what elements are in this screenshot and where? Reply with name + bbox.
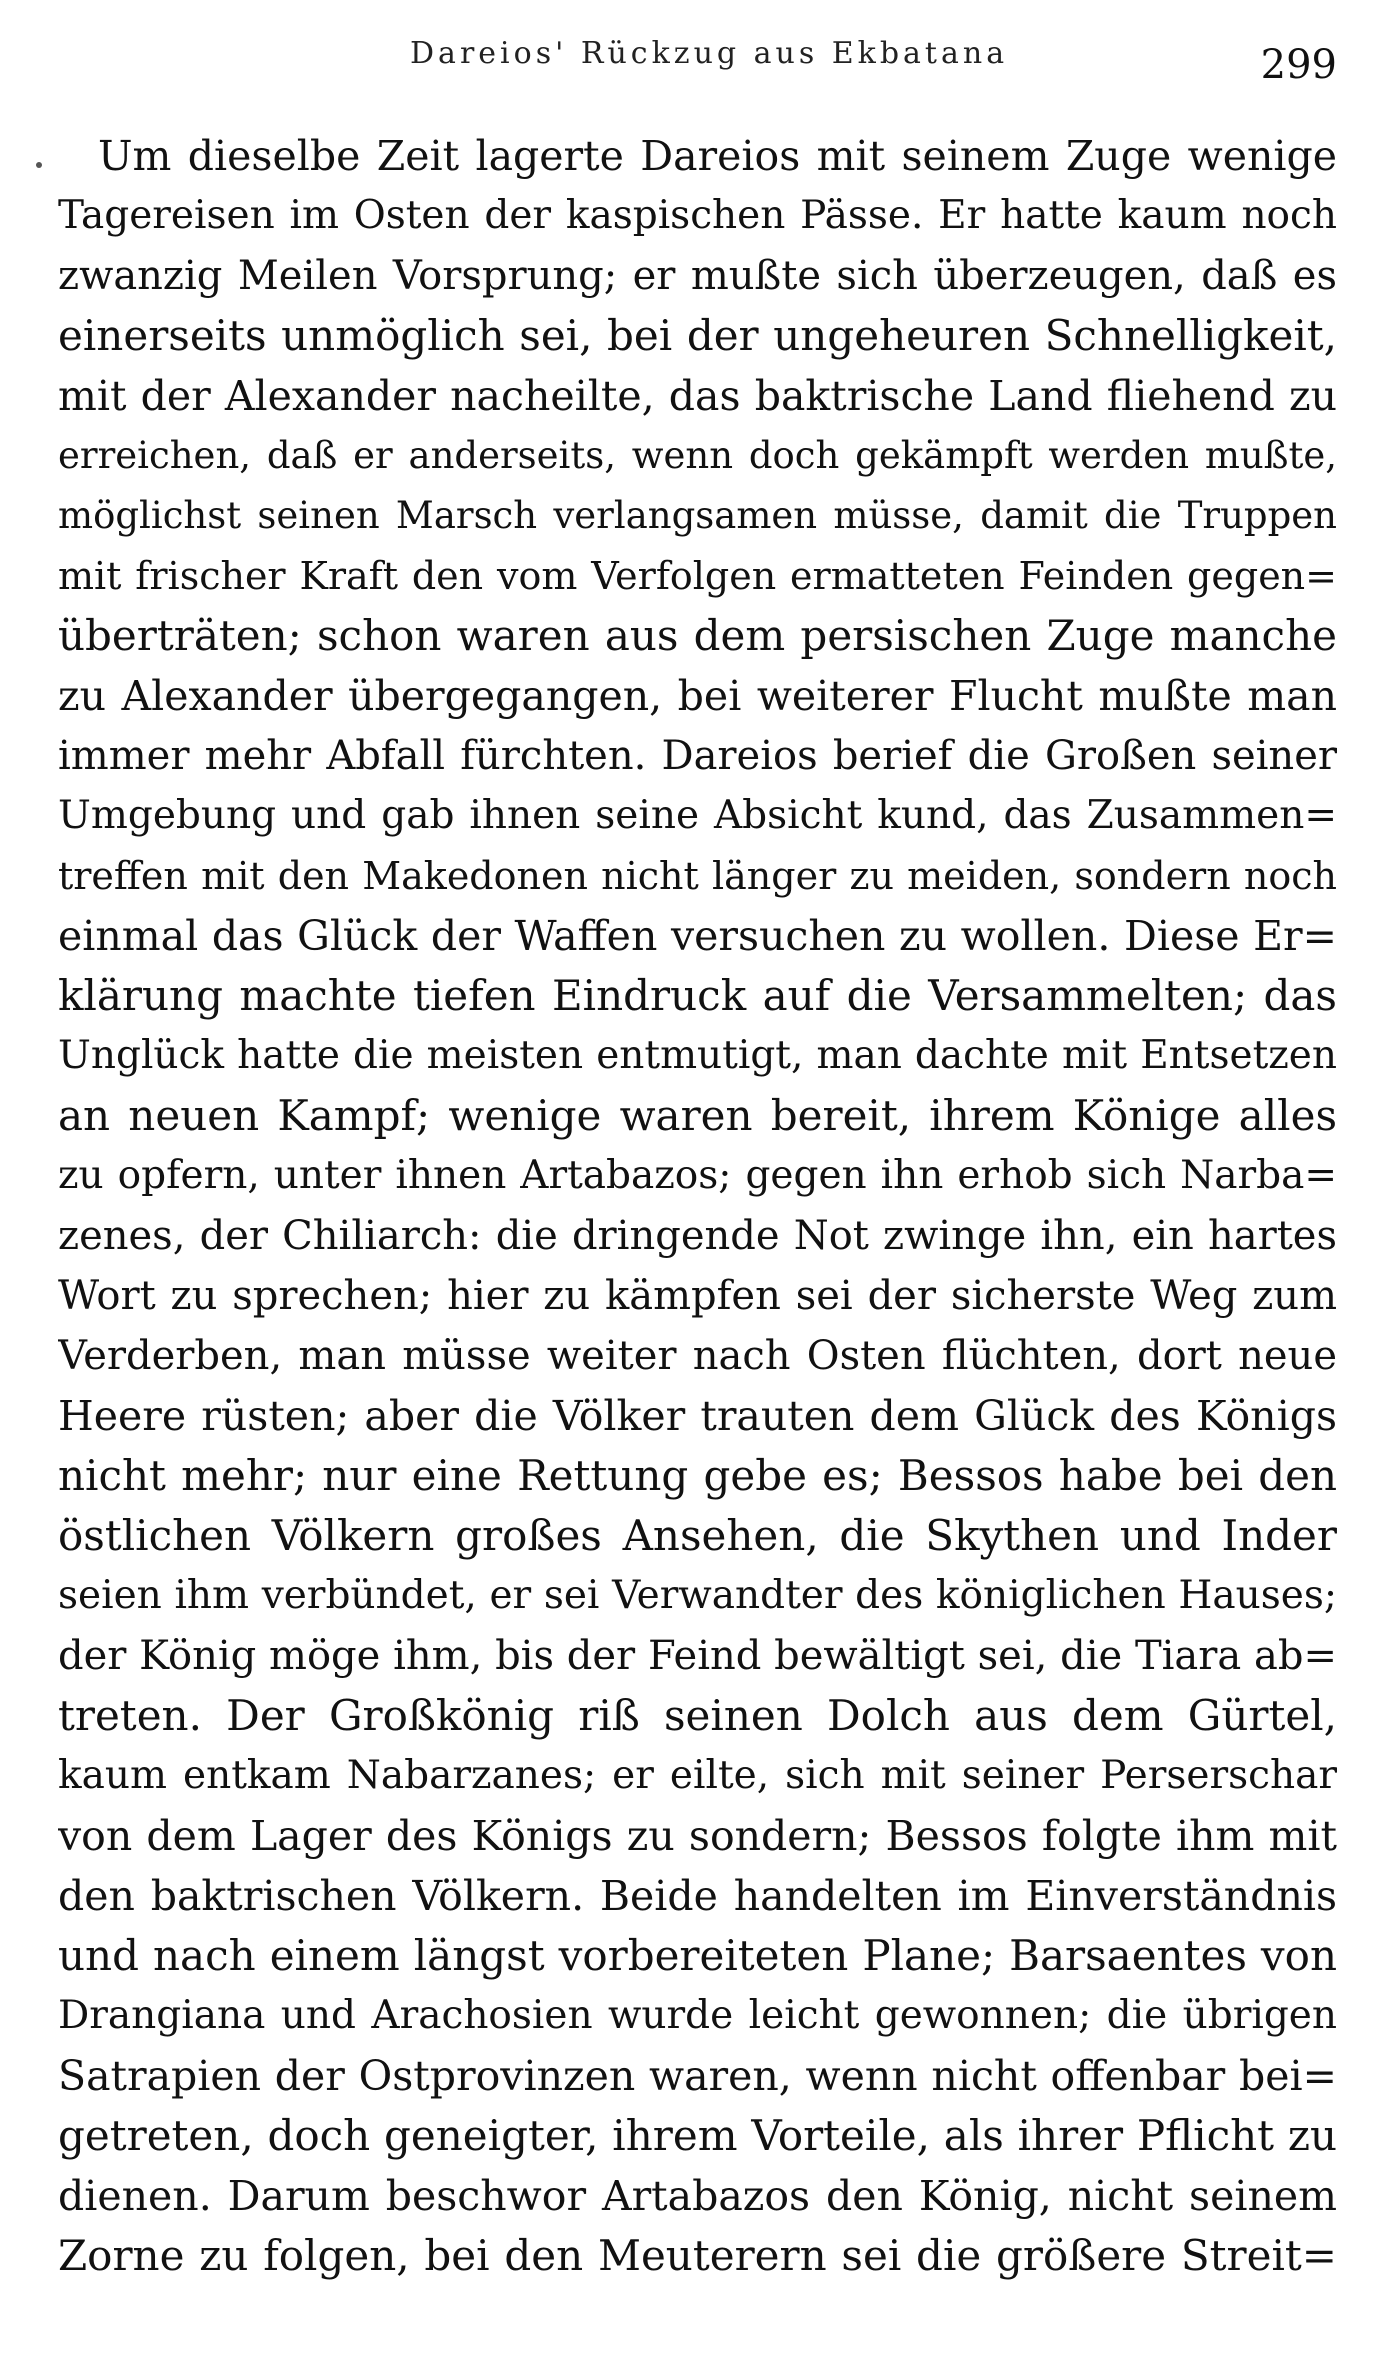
text-line: klärung machte tiefen Eindruck auf die Versammelten; das bbox=[58, 971, 1337, 1020]
page-number: 299 bbox=[1260, 42, 1337, 88]
text-line: Heere rüsten; aber die Völker trauten dem Glück des Königs bbox=[58, 1392, 1337, 1440]
text-line: getreten, doch geneigter, ihrem Vorteile, als ihrer Pflicht zu bbox=[58, 2111, 1337, 2160]
text-line: zenes, der Chiliarch: die dringende Not zwinge ihn, ein hartes bbox=[58, 1213, 1337, 1259]
text-line: einerseits unmöglich sei, bei der ungeheuren Schnelligkeit, bbox=[58, 311, 1337, 360]
text-line: mit frischer Kraft den vom Verfolgen ermatteten Feinden gegen= bbox=[58, 554, 1337, 598]
text-line: Zorne zu folgen, bei den Meuterern sei die größere Streit= bbox=[58, 2231, 1337, 2280]
text-line: immer mehr Abfall fürchten. Dareios berief die Großen seiner bbox=[58, 733, 1337, 779]
text-line: seien ihm verbündet, er sei Verwandter des königlichen Hauses; bbox=[58, 1573, 1337, 1618]
text-line: Tagereisen im Osten der kaspischen Pässe. Er hatte kaum noch bbox=[58, 193, 1337, 238]
text-line: erreichen, daß er anderseits, wenn doch gekämpft werden mußte, bbox=[58, 434, 1337, 477]
running-head: Dareios' Rückzug aus Ekbatana bbox=[410, 36, 1009, 71]
text-line: von dem Lager des Königs zu sondern; Bessos folgte ihm mit bbox=[58, 1812, 1337, 1860]
text-line: Unglück hatte die meisten entmutigt, man dachte mit Entsetzen bbox=[58, 1033, 1337, 1078]
text-line: zu Alexander übergegangen, bei weiterer Flucht mußte man bbox=[58, 672, 1337, 720]
text-line: Wort zu sprechen; hier zu kämpfen sei der sicherste Weg zum bbox=[58, 1273, 1337, 1319]
text-line: Satrapien der Ostprovinzen waren, wenn nicht offenbar bei= bbox=[58, 2052, 1337, 2100]
text-line: und nach einem längst vorbereiteten Plane; Barsaentes von bbox=[58, 1931, 1337, 1980]
text-line: nicht mehr; nur eine Rettung gebe es; Bessos habe bei den bbox=[58, 1451, 1337, 1500]
text-line: treffen mit den Makedonen nicht länger zu meiden, sondern noch bbox=[58, 854, 1337, 898]
text-line: Umgebung und gab ihnen seine Absicht kund, das Zusammen= bbox=[58, 793, 1337, 838]
margin-dot bbox=[36, 162, 42, 168]
text-line: treten. Der Großkönig riß seinen Dolch aus dem Gürtel, bbox=[58, 1691, 1337, 1740]
text-line: der König möge ihm, bis der Feind bewältigt sei, die Tiara ab= bbox=[58, 1633, 1337, 1679]
text-line: zwanzig Meilen Vorsprung; er mußte sich überzeugen, daß es bbox=[58, 253, 1337, 299]
text-line: östlichen Völkern großes Ansehen, die Skythen und Inder bbox=[58, 1511, 1337, 1560]
text-line: Drangiana und Arachosien wurde leicht gewonnen; die übrigen bbox=[58, 1993, 1337, 2038]
text-line: zu opfern, unter ihnen Artabazos; gegen ihn erhob sich Narba= bbox=[58, 1153, 1337, 1198]
text-line: einmal das Glück der Waffen versuchen zu wollen. Diese Er= bbox=[58, 912, 1337, 960]
text-line: mit der Alexander nacheilte, das baktrische Land fliehend zu bbox=[58, 372, 1337, 420]
text-line: an neuen Kampf; wenige waren bereit, ihrem Könige alles bbox=[58, 1091, 1337, 1140]
text-line: den baktrischen Völkern. Beide handelten im Einverständnis bbox=[58, 1872, 1337, 1920]
text-line: möglichst seinen Marsch verlangsamen müsse, damit die Truppen bbox=[58, 494, 1337, 537]
text-line: kaum entkam Nabarzanes; er eilte, sich mit seiner Perserschar bbox=[58, 1753, 1337, 1798]
text-line: überträten; schon waren aus dem persischen Zuge manche bbox=[58, 611, 1337, 660]
text-line: Um dieselbe Zeit lagerte Dareios mit seinem Zuge wenige bbox=[98, 132, 1337, 180]
text-line: Verderben, man müsse weiter nach Osten flüchten, dort neue bbox=[58, 1333, 1337, 1379]
text-line: dienen. Darum beschwor Artabazos den König, nicht seinem bbox=[58, 2172, 1337, 2220]
